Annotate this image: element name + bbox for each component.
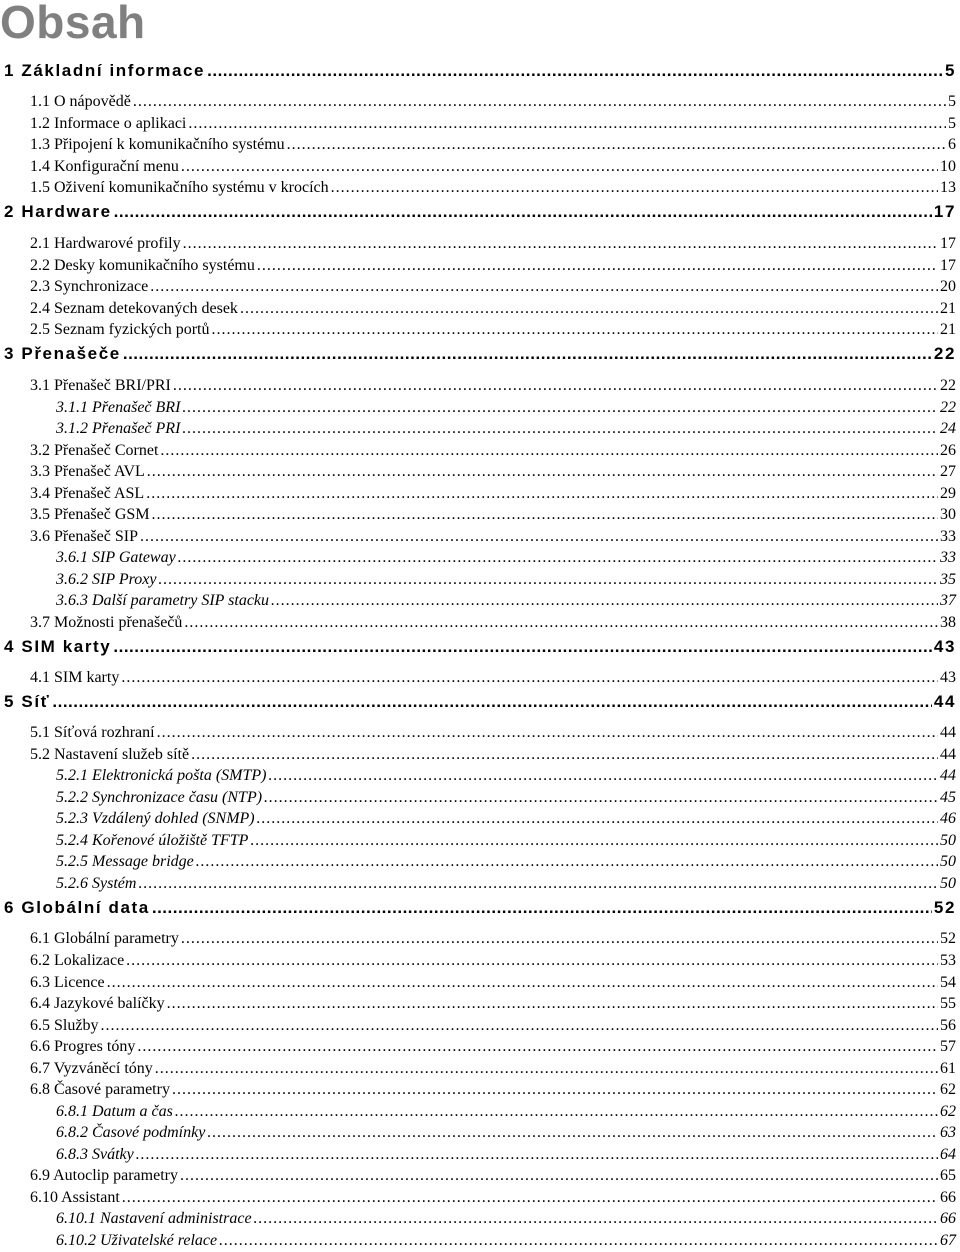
toc-entry-label: 2.5 Seznam fyzických portů <box>30 321 210 338</box>
dot-leader <box>178 547 938 569</box>
toc-entry-level-2[interactable] <box>30 177 956 199</box>
toc-entry-page-number: 38 <box>940 614 956 631</box>
dot-leader <box>180 1165 938 1187</box>
toc-entry-level-3[interactable] <box>56 397 956 419</box>
dot-leader <box>181 928 938 950</box>
toc-entry-level-1[interactable] <box>4 343 956 365</box>
toc-entry-page-number: 33 <box>940 528 956 545</box>
toc-entry-level-2[interactable] <box>30 950 956 972</box>
dot-leader <box>137 1036 938 1058</box>
toc-entry-label: 5.2.2 Synchronizace času (NTP) <box>56 789 263 806</box>
toc-entry-page-number: 55 <box>940 995 956 1012</box>
toc-entry-label: 1.3 Připojení k komunikačního systému <box>30 136 285 153</box>
toc-entry-label: 6.9 Autoclip parametry <box>30 1167 178 1184</box>
toc-entry-label: 3.6.3 Další parametry SIP stacku <box>56 592 270 609</box>
toc-entry-label: 2.1 Hardwarové profily <box>30 235 181 252</box>
toc-entry-level-2[interactable] <box>30 233 956 255</box>
toc-entry-page-number: 29 <box>940 485 956 502</box>
dot-leader <box>172 1079 938 1101</box>
toc-entry-level-2[interactable] <box>30 156 956 178</box>
toc-entry-level-3[interactable] <box>56 590 956 612</box>
dot-leader <box>331 177 938 199</box>
toc-entry-level-3[interactable] <box>56 830 956 852</box>
toc-entry-level-2[interactable] <box>30 972 956 994</box>
toc-entry-label: 6.8 Časové parametry <box>30 1081 170 1098</box>
toc-entry-page-number: 33 <box>940 549 956 566</box>
toc-entry-level-2[interactable] <box>30 1058 956 1080</box>
toc-entry-level-2[interactable] <box>30 1036 956 1058</box>
toc-entry-page-number: 5 <box>944 61 956 80</box>
toc-entry-page-number: 62 <box>940 1081 956 1098</box>
toc-entry-label: 2.3 Synchronizace <box>30 278 149 295</box>
dot-leader <box>113 636 932 658</box>
toc-entry-page-number: 61 <box>940 1060 956 1077</box>
dot-leader <box>175 1101 938 1123</box>
toc-entry-page-number: 52 <box>940 930 956 947</box>
dot-leader <box>257 808 938 830</box>
toc-entry-page-number: 13 <box>940 179 956 196</box>
dot-leader <box>207 60 943 82</box>
toc-entry-level-1[interactable] <box>4 691 956 713</box>
toc-entry-label: 5.2 Nastavení služeb sítě <box>30 746 190 763</box>
toc-entry-label: 6.1 Globální parametry <box>30 930 179 947</box>
toc-entry-page-number: 57 <box>940 1038 956 1055</box>
dot-leader <box>182 418 938 440</box>
toc-entry-level-3[interactable] <box>56 1230 956 1252</box>
toc-entry-page-number: 5 <box>948 93 956 110</box>
toc-entry-level-2[interactable] <box>30 461 956 483</box>
dot-leader <box>167 993 938 1015</box>
toc-entry-label: 6.5 Služby <box>30 1017 99 1034</box>
toc-entry-page-number: 53 <box>940 952 956 969</box>
toc-entry-label: 3.1 Přenašeč BRI/PRI <box>30 377 171 394</box>
toc-entry-level-3[interactable] <box>56 418 956 440</box>
toc-entry-label: 6.8.2 Časové podmínky <box>56 1124 206 1141</box>
toc-entry-label: 5.1 Síťová rozhraní <box>30 724 155 741</box>
dot-leader <box>52 691 932 713</box>
dot-leader <box>158 569 938 591</box>
toc-entry-level-2[interactable] <box>30 667 956 689</box>
toc-entry-page-number: 17 <box>933 202 956 221</box>
toc-entry-page-number: 54 <box>940 974 956 991</box>
toc-entry-label: 6.8.3 Svátky <box>56 1146 134 1163</box>
toc-entry-label: 3.5 Přenašeč GSM <box>30 506 150 523</box>
toc-entry-label: 6.2 Lokalizace <box>30 952 125 969</box>
toc-entry-level-2[interactable] <box>30 276 956 298</box>
toc-entry-page-number: 30 <box>940 506 956 523</box>
toc-entry-page-number: 43 <box>940 669 956 686</box>
dot-leader <box>133 91 946 113</box>
toc-entry-page-number: 65 <box>940 1167 956 1184</box>
dot-leader <box>240 298 938 320</box>
dot-leader <box>287 134 946 156</box>
toc-entry-page-number: 67 <box>940 1232 956 1249</box>
dot-leader <box>268 765 938 787</box>
toc-entry-level-3[interactable] <box>56 765 956 787</box>
toc-entry-level-3[interactable] <box>56 569 956 591</box>
toc-entry-label: 3.6.1 SIP Gateway <box>56 549 176 566</box>
toc-entry-label: 2 Hardware <box>4 202 112 221</box>
dot-leader <box>107 972 938 994</box>
dot-leader <box>160 440 938 462</box>
toc-entry-level-3[interactable] <box>56 787 956 809</box>
dot-leader <box>196 851 938 873</box>
toc-entry-label: 3.6.2 SIP Proxy <box>56 571 157 588</box>
toc-entry-page-number: 44 <box>940 746 956 763</box>
toc-entry-level-2[interactable] <box>30 375 956 397</box>
dot-leader <box>150 276 938 298</box>
dot-leader <box>157 722 938 744</box>
dot-leader <box>114 201 932 223</box>
toc-entry-level-3[interactable] <box>56 808 956 830</box>
toc-entry-page-number: 27 <box>940 463 956 480</box>
toc-entry-page-number: 64 <box>940 1146 956 1163</box>
toc-entry-page-number: 44 <box>933 692 956 711</box>
toc-entry-level-1[interactable] <box>4 897 956 919</box>
toc-entry-label: 3 Přenašeče <box>4 344 121 363</box>
dot-leader <box>212 319 939 341</box>
toc-entry-page-number: 35 <box>940 571 956 588</box>
toc-entry-label: 4 SIM karty <box>4 637 112 656</box>
dot-leader <box>250 830 938 852</box>
toc-entry-level-2[interactable] <box>30 255 956 277</box>
toc-entry-label: 1.5 Oživení komunikačního systému v krocích <box>30 179 329 196</box>
toc-entry-label: 6.6 Progres tóny <box>30 1038 136 1055</box>
toc-entry-page-number: 44 <box>940 724 956 741</box>
toc-entry-label: 1.4 Konfigurační menu <box>30 158 179 175</box>
dot-leader <box>121 667 938 689</box>
toc-entry-label: 3.3 Přenašeč AVL <box>30 463 145 480</box>
dot-leader <box>147 461 938 483</box>
toc-entry-page-number: 50 <box>940 853 956 870</box>
toc-entry-label: 5.2.1 Elektronická pošta (SMTP) <box>56 767 267 784</box>
toc-entry-level-2[interactable] <box>30 526 956 548</box>
toc-entry-level-3[interactable] <box>56 1144 956 1166</box>
toc-entry-level-2[interactable] <box>30 993 956 1015</box>
toc-entry-page-number: 63 <box>940 1124 956 1141</box>
dot-leader <box>182 397 938 419</box>
toc-entry-page-number: 22 <box>940 377 956 394</box>
dot-leader <box>138 873 938 895</box>
toc-entry-page-number: 46 <box>940 810 956 827</box>
toc-entry-label: 5.2.6 Systém <box>56 875 137 892</box>
page-title: Obsah <box>0 0 146 48</box>
toc-entry-level-2[interactable] <box>30 1187 956 1209</box>
toc-entry-label: 1.1 O nápovědě <box>30 93 131 110</box>
dot-leader <box>126 950 938 972</box>
toc-entry-level-2[interactable] <box>30 612 956 634</box>
dot-leader <box>219 1230 938 1252</box>
toc-entry-label: 6.10.2 Uživatelské relace <box>56 1232 218 1249</box>
toc-entry-level-1[interactable] <box>4 201 956 223</box>
dot-leader <box>152 504 938 526</box>
toc-entry-level-2[interactable] <box>30 928 956 950</box>
toc-entry-level-3[interactable] <box>56 1208 956 1230</box>
toc-entry-level-2[interactable] <box>30 113 956 135</box>
dot-leader <box>146 483 938 505</box>
toc-entry-page-number: 50 <box>940 832 956 849</box>
toc-entry-page-number: 56 <box>940 1017 956 1034</box>
dot-leader <box>184 612 938 634</box>
dot-leader <box>264 787 938 809</box>
toc-entry-label: 1 Základní informace <box>4 61 206 80</box>
toc-entry-page-number: 17 <box>940 235 956 252</box>
dot-leader <box>155 1058 938 1080</box>
dot-leader <box>257 255 938 277</box>
toc-entry-label: 1.2 Informace o aplikaci <box>30 115 187 132</box>
dot-leader <box>100 1015 938 1037</box>
toc-entry-level-2[interactable] <box>30 440 956 462</box>
toc-entry-page-number: 45 <box>940 789 956 806</box>
toc-entry-label: 6.4 Jazykové balíčky <box>30 995 165 1012</box>
toc-entry-label: 3.1.2 Přenašeč PRI <box>56 420 181 437</box>
dot-leader <box>183 233 938 255</box>
toc-entry-page-number: 17 <box>940 257 956 274</box>
toc-entry-level-2[interactable] <box>30 483 956 505</box>
toc-entry-level-2[interactable] <box>30 319 956 341</box>
toc-entry-label: 3.7 Možnosti přenašečů <box>30 614 183 631</box>
toc-entry-label: 6 Globální data <box>4 898 150 917</box>
toc-entry-level-2[interactable] <box>30 1079 956 1101</box>
toc-entry-page-number: 66 <box>940 1210 956 1227</box>
dot-leader <box>191 744 938 766</box>
toc-entry-page-number: 21 <box>940 300 956 317</box>
toc-entry-level-3[interactable] <box>56 1101 956 1123</box>
toc-entry-level-1[interactable] <box>4 636 956 658</box>
toc-entry-page-number: 37 <box>940 592 956 609</box>
dot-leader <box>140 526 938 548</box>
toc-entry-label: 2.4 Seznam detekovaných desek <box>30 300 238 317</box>
toc-entry-level-2[interactable] <box>30 504 956 526</box>
toc-entry-level-2[interactable] <box>30 298 956 320</box>
toc-entry-page-number: 62 <box>940 1103 956 1120</box>
dot-leader <box>136 1144 938 1166</box>
toc-entry-page-number: 10 <box>940 158 956 175</box>
toc-entry-label: 2.2 Desky komunikačního systému <box>30 257 255 274</box>
toc-entry-page-number: 20 <box>940 278 956 295</box>
dot-leader <box>123 343 932 365</box>
dot-leader <box>207 1122 938 1144</box>
toc-entry-level-2[interactable] <box>30 722 956 744</box>
dot-leader <box>271 590 938 612</box>
dot-leader <box>152 897 932 919</box>
toc-entry-label: 3.2 Přenašeč Cornet <box>30 442 159 459</box>
toc-entry-label: 3.4 Přenašeč ASL <box>30 485 145 502</box>
dot-leader <box>173 375 938 397</box>
toc-entry-page-number: 52 <box>933 898 956 917</box>
dot-leader <box>188 113 946 135</box>
dot-leader <box>254 1208 938 1230</box>
toc-entry-page-number: 43 <box>933 637 956 656</box>
toc-entry-page-number: 5 <box>948 115 956 132</box>
dot-leader <box>122 1187 938 1209</box>
toc-entry-label: 5.2.5 Message bridge <box>56 853 194 870</box>
toc-entry-level-2[interactable] <box>30 1015 956 1037</box>
toc-entry-label: 3.1.1 Přenašeč BRI <box>56 399 181 416</box>
toc-entry-level-3[interactable] <box>56 873 956 895</box>
toc-entry-level-3[interactable] <box>56 1122 956 1144</box>
toc-entry-page-number: 26 <box>940 442 956 459</box>
toc-entry-page-number: 6 <box>948 136 956 153</box>
toc-entry-label: 6.7 Vyzváněcí tóny <box>30 1060 153 1077</box>
dot-leader <box>181 156 938 178</box>
toc-entry-level-2[interactable] <box>30 744 956 766</box>
toc-entry-page-number: 66 <box>940 1189 956 1206</box>
toc-entry-level-1[interactable] <box>4 60 956 82</box>
toc-entry-label: 6.3 Licence <box>30 974 105 991</box>
toc-entry-page-number: 24 <box>940 420 956 437</box>
toc-entry-label: 6.10.1 Nastavení administrace <box>56 1210 252 1227</box>
toc-entry-level-2[interactable] <box>30 1165 956 1187</box>
toc-entry-page-number: 50 <box>940 875 956 892</box>
toc-entry-level-2[interactable] <box>30 134 956 156</box>
toc-entry-label: 4.1 SIM karty <box>30 669 120 686</box>
toc-entry-level-2[interactable] <box>30 91 956 113</box>
toc-entry-level-3[interactable] <box>56 851 956 873</box>
toc-entry-label: 6.10 Assistant <box>30 1189 120 1206</box>
toc-entry-page-number: 22 <box>933 344 956 363</box>
toc-entry-label: 6.8.1 Datum a čas <box>56 1103 173 1120</box>
toc-entry-label: 5.2.3 Vzdálený dohled (SNMP) <box>56 810 255 827</box>
toc-entry-page-number: 22 <box>940 399 956 416</box>
toc-entry-label: 3.6 Přenašeč SIP <box>30 528 138 545</box>
toc-entry-page-number: 44 <box>940 767 956 784</box>
toc-entry-level-3[interactable] <box>56 547 956 569</box>
toc-entry-label: 5.2.4 Kořenové úložiště TFTP <box>56 832 249 849</box>
toc-entry-label: 5 Síť <box>4 692 51 711</box>
toc-entry-page-number: 21 <box>940 321 956 338</box>
